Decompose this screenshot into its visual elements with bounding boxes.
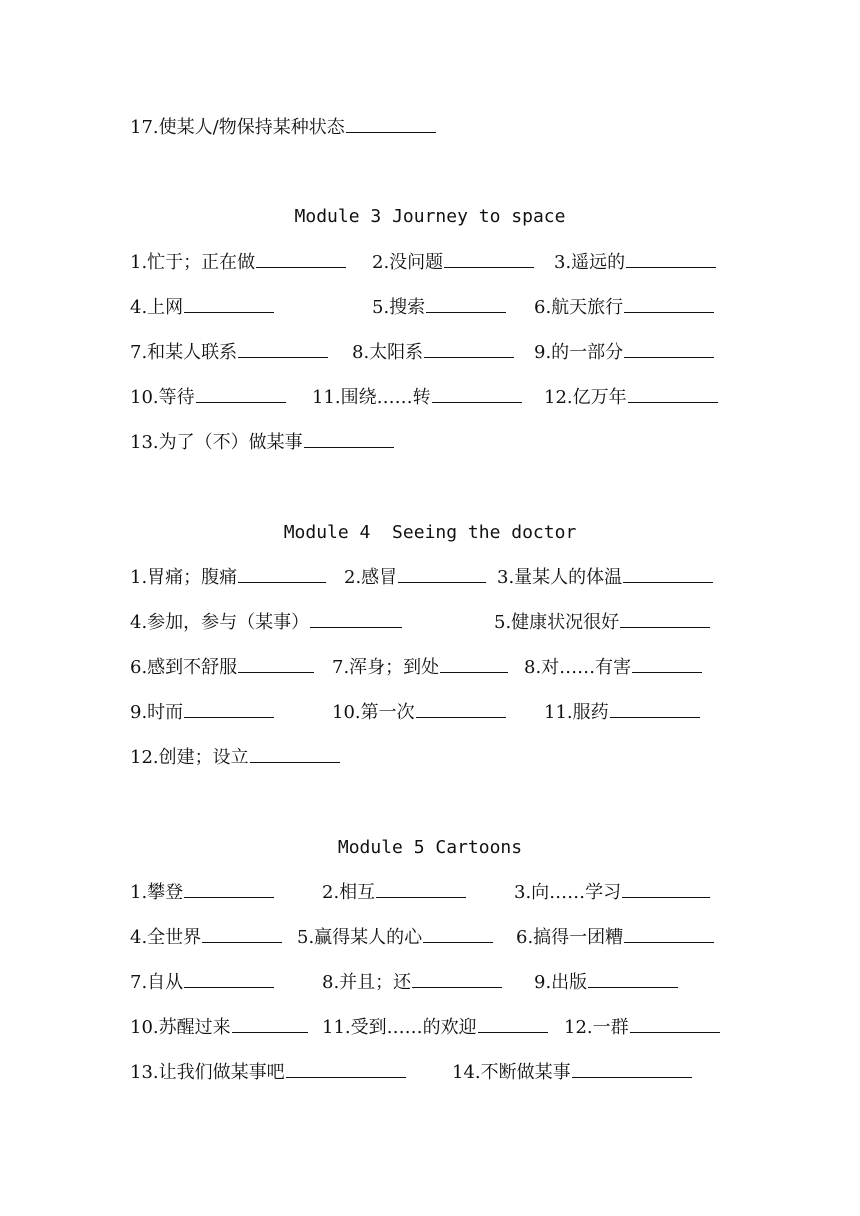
vocab-item: [130, 562, 326, 593]
item-label: 10.第一次: [332, 702, 415, 723]
item-label: 4.上网: [130, 297, 184, 318]
vocab-item: [516, 922, 714, 953]
vocab-item: [544, 382, 718, 413]
vocab-item: [544, 697, 700, 728]
item-label: 8.并且；还: [322, 972, 412, 993]
answer-blank: [572, 1057, 692, 1078]
item-label: 14.不断做某事: [452, 1062, 571, 1083]
answer-blank: [632, 652, 702, 673]
item-label: 12.亿万年: [544, 387, 627, 408]
answer-blank: [238, 652, 314, 673]
answer-blank: [623, 562, 713, 583]
item-label: 6.航天旅行: [534, 297, 624, 318]
item-label: 3.量某人的体温: [497, 567, 623, 588]
vocab-item: [130, 652, 314, 683]
item-label: 7.和某人联系: [130, 342, 238, 363]
item-label: 8.对……有害: [524, 657, 632, 678]
vocab-item: [332, 697, 506, 728]
answer-blank: [196, 382, 286, 403]
vocab-item: [130, 382, 286, 413]
item-label: 11.服药: [544, 702, 609, 723]
item-label: 9.的一部分: [534, 342, 624, 363]
item-label: 6.搞得一团糟: [516, 927, 624, 948]
item-label: 10.等待: [130, 387, 195, 408]
item-label: 12.一群: [564, 1017, 629, 1038]
vocab-item: [372, 292, 506, 323]
module-3-title: Module 3 Journey to space: [294, 206, 566, 227]
answer-blank: [238, 337, 328, 358]
item-label: 5.健康状况很好: [494, 612, 620, 633]
item-label: 12.创建；设立: [130, 747, 249, 768]
answer-blank: [626, 247, 716, 268]
vocab-item: [514, 877, 710, 908]
vocab-item: [554, 247, 716, 278]
answer-blank: [256, 247, 346, 268]
answer-blank: [412, 967, 502, 988]
vocab-item: [564, 1012, 720, 1043]
vocab-item: [297, 922, 493, 953]
item-label: 5.赢得某人的心: [297, 927, 423, 948]
item-label: 6.感到不舒服: [130, 657, 238, 678]
answer-blank: [624, 922, 714, 943]
answer-blank: [310, 607, 402, 628]
vocab-item: [130, 427, 394, 458]
answer-blank: [620, 607, 710, 628]
answer-blank: [426, 292, 506, 313]
answer-blank: [630, 1012, 720, 1033]
answer-blank: [423, 922, 493, 943]
answer-blank: [346, 112, 436, 133]
answer-blank: [184, 877, 274, 898]
vocab-item: [534, 337, 714, 368]
answer-blank: [250, 742, 340, 763]
item-label: 2.没问题: [372, 252, 444, 273]
vocab-item: [130, 1057, 406, 1088]
vocab-item: [524, 652, 702, 683]
answer-blank: [478, 1012, 548, 1033]
item-label: 5.搜索: [372, 297, 426, 318]
item-label: 2.相互: [322, 882, 376, 903]
vocab-item: [322, 1012, 548, 1043]
item-label: 4.全世界: [130, 927, 202, 948]
item-label: 17.使某人/物保持某种状态: [130, 117, 345, 138]
answer-blank: [610, 697, 700, 718]
vocab-item: [130, 697, 274, 728]
vocab-item: [452, 1057, 692, 1088]
vocab-item: [130, 247, 346, 278]
item-label: 9.出版: [534, 972, 588, 993]
vocab-item: [130, 922, 282, 953]
item-label: 3.遥远的: [554, 252, 626, 273]
vocab-item: [322, 967, 502, 998]
vocab-item: [372, 247, 534, 278]
item-label: 4.参加，参与（某事）: [130, 612, 310, 633]
answer-blank: [286, 1057, 406, 1078]
item-label: 11.围绕……转: [312, 387, 431, 408]
vocab-item: [322, 877, 466, 908]
item-label: 10.苏醒过来: [130, 1017, 231, 1038]
item-label: 1.忙于；正在做: [130, 252, 256, 273]
answer-blank: [376, 877, 466, 898]
vocab-item: [352, 337, 514, 368]
item-label: 13.让我们做某事吧: [130, 1062, 285, 1083]
item-label: 7.浑身；到处: [332, 657, 440, 678]
answer-blank: [444, 247, 534, 268]
vocab-item: [494, 607, 710, 638]
item-label: 3.向……学习: [514, 882, 622, 903]
answer-blank: [416, 697, 506, 718]
answer-blank: [184, 967, 274, 988]
vocab-item: [130, 607, 402, 638]
item-label: 8.太阳系: [352, 342, 424, 363]
vocab-item: [332, 652, 508, 683]
module-5-title: Module 5 Cartoons: [337, 837, 523, 858]
vocab-item: [130, 337, 328, 368]
answer-blank: [432, 382, 522, 403]
vocab-item: [130, 967, 274, 998]
answer-blank: [184, 697, 274, 718]
item-label: 9.时而: [130, 702, 184, 723]
vocab-item: [344, 562, 486, 593]
item-label: 11.受到……的欢迎: [322, 1017, 477, 1038]
answer-blank: [628, 382, 718, 403]
item-label: 13.为了（不）做某事: [130, 432, 303, 453]
answer-blank: [440, 652, 508, 673]
module-4-title: Module 4 Seeing the doctor: [283, 522, 577, 543]
vocab-item: [534, 967, 678, 998]
item-label: 1.攀登: [130, 882, 184, 903]
answer-blank: [424, 337, 514, 358]
item-label: 7.自从: [130, 972, 184, 993]
item-label: 1.胃痛；腹痛: [130, 567, 238, 588]
vocab-item: [130, 1012, 308, 1043]
vocab-item: [130, 292, 274, 323]
answer-blank: [238, 562, 326, 583]
vocab-item: [534, 292, 714, 323]
answer-blank: [304, 427, 394, 448]
item-label: 2.感冒: [344, 567, 398, 588]
vocab-item: [130, 112, 436, 143]
answer-blank: [588, 967, 678, 988]
answer-blank: [624, 292, 714, 313]
answer-blank: [202, 922, 282, 943]
vocab-item: [497, 562, 713, 593]
answer-blank: [624, 337, 714, 358]
answer-blank: [622, 877, 710, 898]
answer-blank: [184, 292, 274, 313]
vocab-item: [312, 382, 522, 413]
vocab-item: [130, 742, 340, 773]
answer-blank: [232, 1012, 308, 1033]
answer-blank: [398, 562, 486, 583]
vocab-item: [130, 877, 274, 908]
